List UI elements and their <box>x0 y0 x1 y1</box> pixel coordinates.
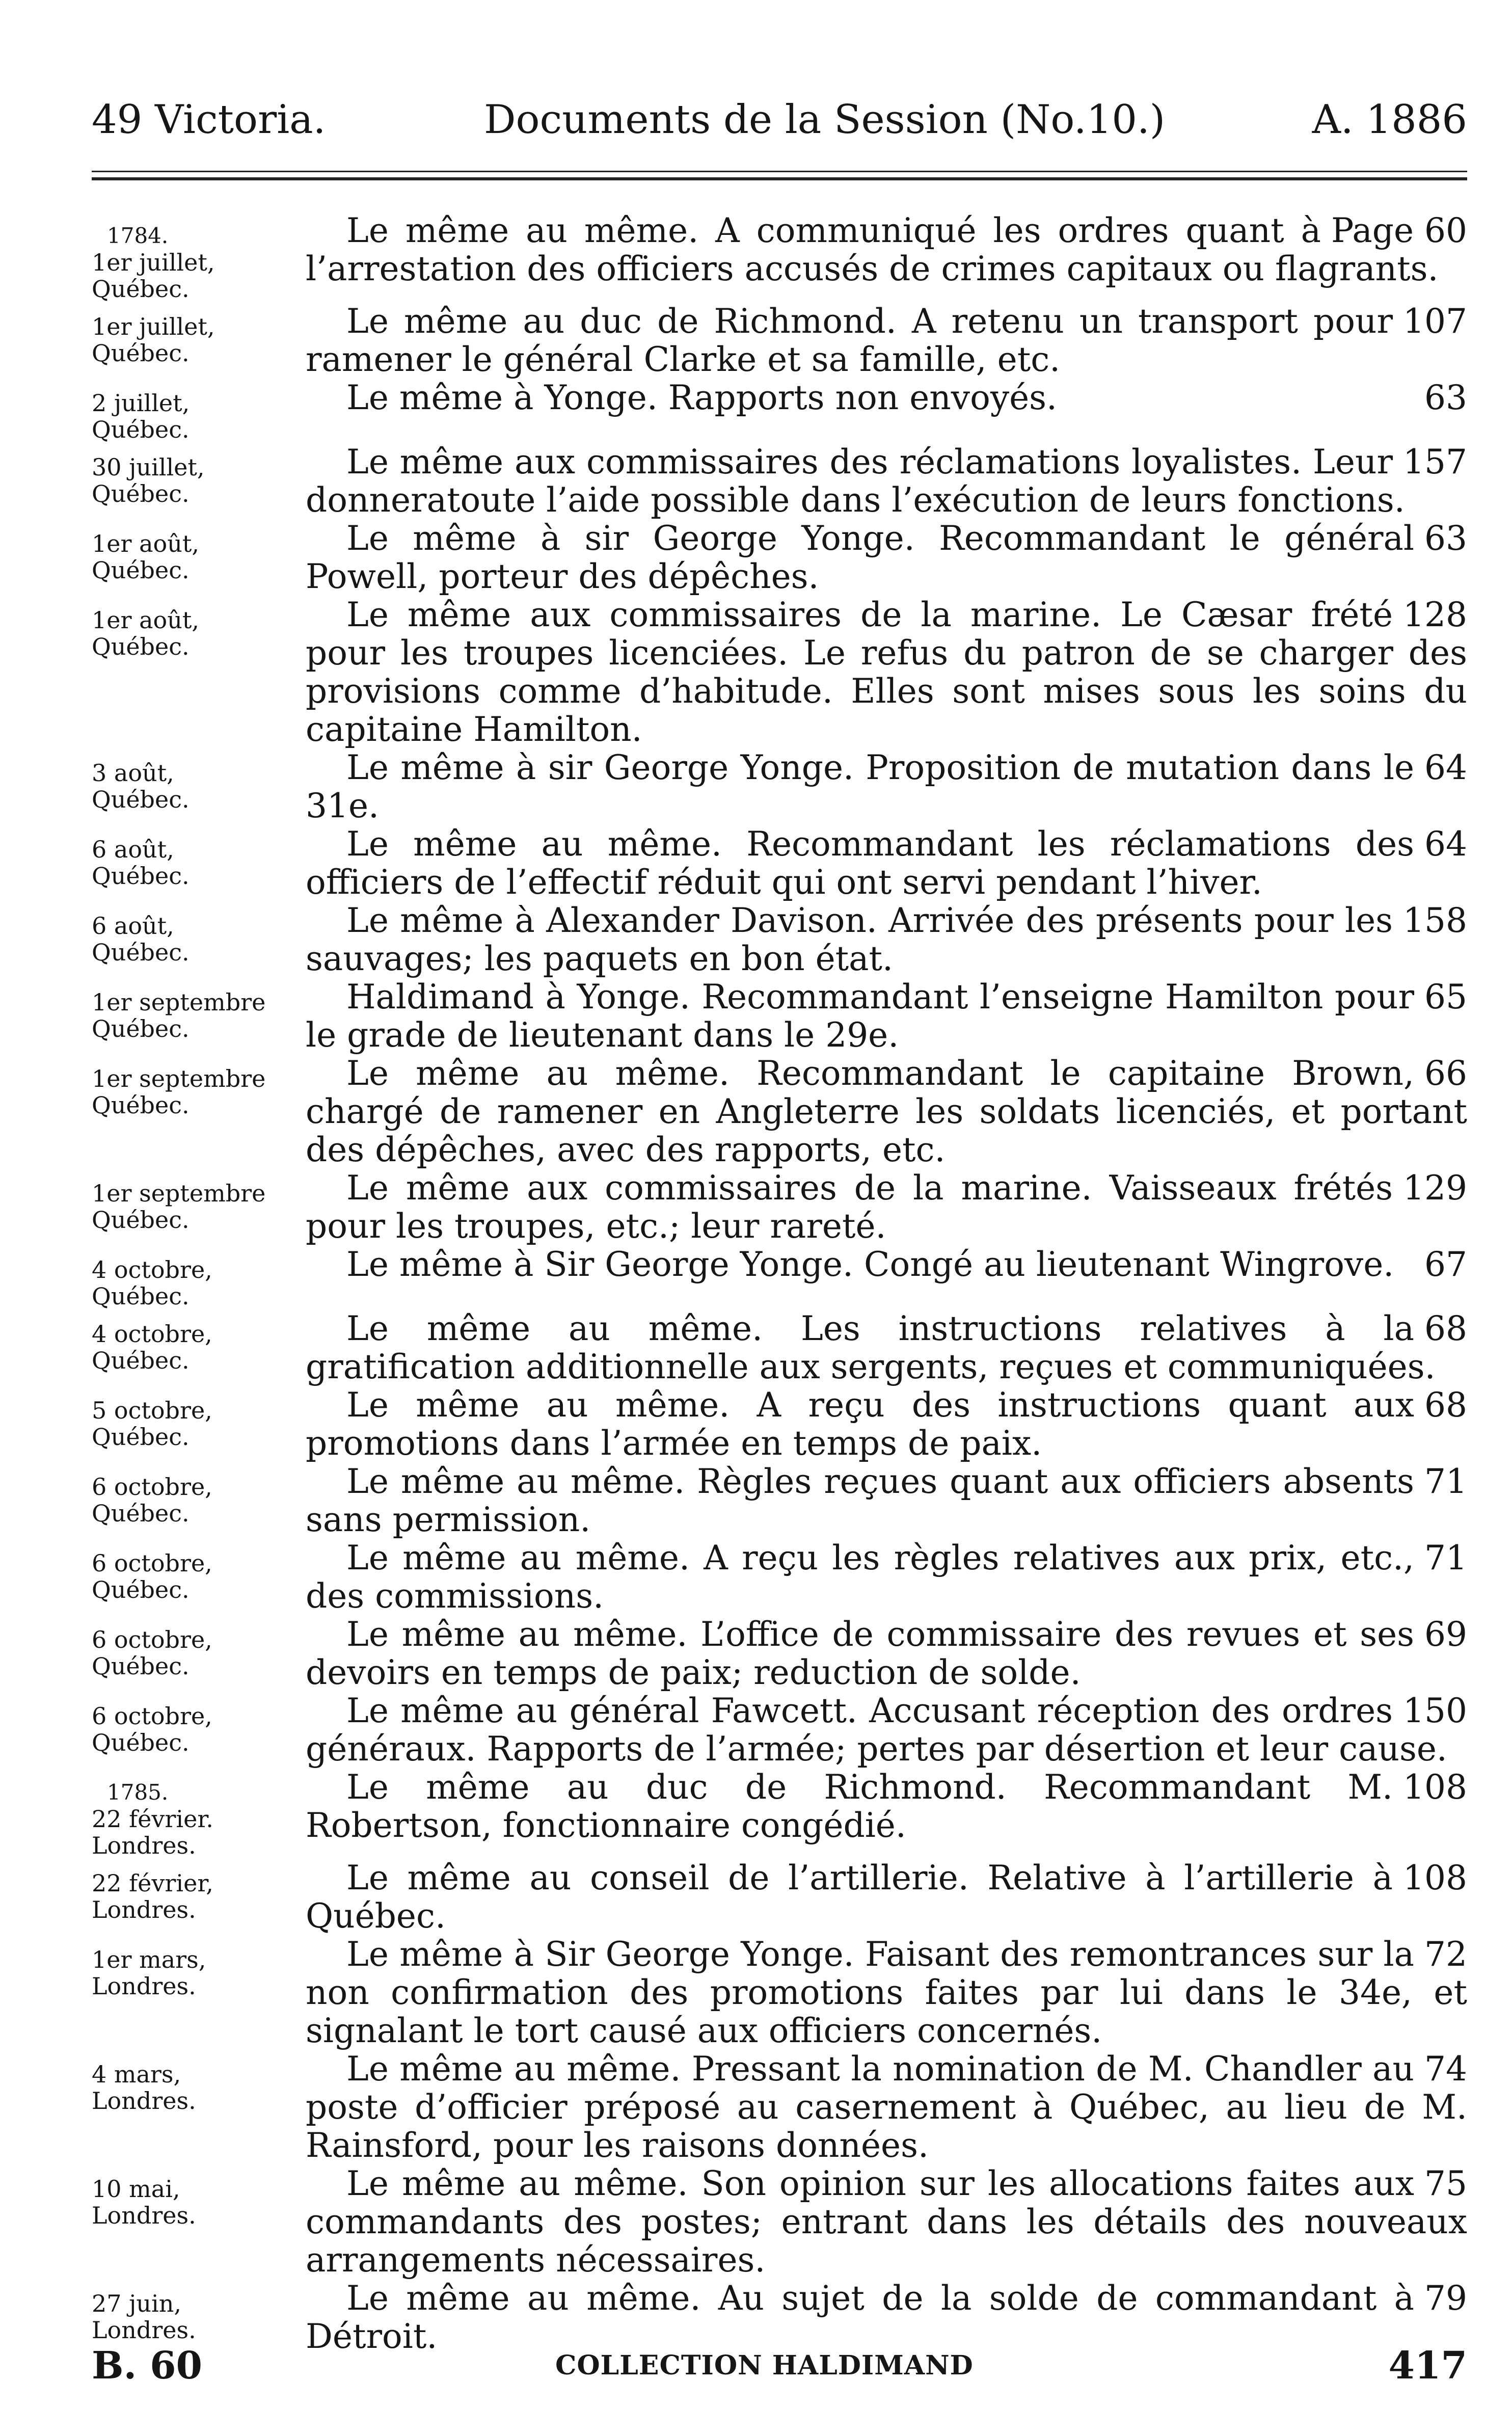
footer-volume-ref: B. 60 <box>92 2344 203 2388</box>
entry-date-line: Québec. <box>92 1729 190 1756</box>
entry-date-line: 5 octobre, <box>92 1397 212 1424</box>
entry-summary: Le même au même. Pressant la nomination de M. Chandler au poste d’officier préposé au casernement à Québec, au lieu de M. Rainsford, pour les raisons données. <box>306 2049 1467 2165</box>
entry-page-ref: 75 <box>1424 2164 1467 2203</box>
entry-date-line: Québec. <box>92 416 190 443</box>
calendar-entry <box>92 748 1467 825</box>
entry-date-line: 2 juillet, <box>92 389 190 417</box>
entry-summary: Haldimand à Yonge. Recommandant l’enseigne Hamilton pour le grade de lieutenant dans le 29e. <box>306 977 1415 1055</box>
entry-summary: Le même au même. Les instructions relatives à la gratification additionnelle aux sergents, reçues et communiquées. <box>306 1309 1436 1386</box>
entry-date-line: Londres. <box>92 1896 196 1923</box>
calendar-entry <box>92 2050 1467 2164</box>
entry-date <box>92 2279 306 2343</box>
entry-page-ref: 71 <box>1424 1538 1467 1577</box>
header-title: Documents de la Session (No.10.) <box>484 97 1166 143</box>
entry-date <box>92 825 306 889</box>
calendar-entry <box>92 1386 1467 1462</box>
entry-date-line: 6 octobre, <box>92 1473 212 1501</box>
entry-page-ref: 71 <box>1424 1462 1467 1501</box>
entry-page-ref: 158 <box>1403 901 1467 940</box>
entry-body <box>306 596 1467 748</box>
calendar-entry <box>92 596 1467 748</box>
entry-date-line: Québec. <box>92 1282 190 1310</box>
entry-date-line: Québec. <box>92 339 190 367</box>
entry-body <box>306 1054 1467 1169</box>
entry-date <box>92 1054 306 1118</box>
entry-summary: Le même au même. Règles reçues quant aux officiers absents sans permission. <box>306 1462 1415 1539</box>
entry-date-line: 1785. <box>107 1780 169 1805</box>
entry-page-ref: 157 <box>1403 442 1467 481</box>
entry-date <box>92 1245 306 1309</box>
entry-body <box>306 519 1467 596</box>
entry-date-line: Londres. <box>92 2202 196 2229</box>
entry-date-line: 4 mars, <box>92 2061 181 2088</box>
entry-date <box>92 1768 306 1859</box>
entry-date-line: Londres. <box>92 2316 196 2344</box>
entry-date <box>92 211 306 302</box>
entry-date <box>92 1386 306 1450</box>
entry-body <box>306 302 1467 379</box>
entry-body <box>306 1692 1467 1768</box>
calendar-entry <box>92 1539 1467 1615</box>
entry-body <box>306 978 1467 1054</box>
entry-page-ref: 79 <box>1424 2279 1467 2318</box>
entry-page-ref: Page 60 <box>1331 211 1467 250</box>
entry-date <box>92 1935 306 1999</box>
entry-summary: Le même à Sir George Yonge. Faisant des remontrances sur la non confirmation des promotions faites par lui dans le 34e, et signalant le tort causé aux officiers concernés. <box>306 1935 1467 2050</box>
footer-collection-name: COLLECTION HALDIMAND <box>555 2350 974 2381</box>
entry-date-line: Québec. <box>92 1347 190 1374</box>
entry-page-ref: 68 <box>1424 1309 1467 1348</box>
entry-date <box>92 748 306 813</box>
entry-summary: Le même au même. A reçu les règles relatives aux prix, etc., des commissions. <box>306 1538 1415 1616</box>
entry-summary: Le même aux commissaires de la marine. Vaisseaux frétés pour les troupes, etc.; leur rareté. <box>306 1168 1393 1246</box>
page-header <box>92 87 1467 158</box>
entry-list <box>92 211 1467 2356</box>
entry-page-ref: 72 <box>1424 1935 1467 1974</box>
entry-summary: Le même au même. A communiqué les ordres quant à l’arrestation des officiers accusés de crimes capitaux ou flagrants. <box>306 211 1439 288</box>
entry-date-line: 6 août, <box>92 912 174 940</box>
entry-date <box>92 379 306 443</box>
entry-summary: Le même à Yonge. Rapports non envoyés. <box>346 378 1058 417</box>
entry-date-line: 4 octobre, <box>92 1320 212 1348</box>
entry-body <box>306 2164 1467 2279</box>
calendar-entry <box>92 211 1467 302</box>
entry-page-ref: 63 <box>1424 519 1467 558</box>
calendar-entry <box>92 978 1467 1054</box>
entry-date-line: 22 février, <box>92 1869 213 1897</box>
entry-body <box>306 379 1467 417</box>
entry-date-line: Québec. <box>92 939 190 966</box>
entry-date-line: Québec. <box>92 862 190 890</box>
entry-summary: Le même aux commissaires des réclamations loyalistes. Leur donneratoute l’aide possible dans l’exécution de leurs fonctions. <box>306 442 1405 520</box>
entry-date-line: 1er mars, <box>92 1946 206 1973</box>
entry-body <box>306 1935 1467 2050</box>
entry-summary: Le même au même. Son opinion sur les allocations faites aux commandants des postes; entrant dans les détails des nouveaux arrangements nécessaires. <box>306 2164 1467 2280</box>
header-session-label: 49 Victoria. <box>92 97 326 143</box>
entry-body <box>306 443 1467 519</box>
entry-date-line: 27 juin, <box>92 2290 182 2317</box>
entry-summary: Le même à sir George Yonge. Recommandant le général Powell, porteur des dépêches. <box>306 519 1415 596</box>
calendar-entry <box>92 1692 1467 1768</box>
calendar-entry <box>92 443 1467 519</box>
entry-date-line: 1er août, <box>92 530 199 557</box>
entry-date-line: Québec. <box>92 786 190 813</box>
entry-date-line: Québec. <box>92 1652 190 1680</box>
entry-summary: Le même au général Fawcett. Accusant réception des ordres généraux. Rapports de l’armée; pertes par désertion et leur cause. <box>306 1691 1447 1769</box>
calendar-entry <box>92 1859 1467 1935</box>
entry-body <box>306 748 1467 825</box>
entry-summary: Le même au même. Recommandant les réclamations des officiers de l’effectif réduit qui ont servi pendant l’hiver. <box>306 824 1415 902</box>
entry-page-ref: 64 <box>1424 824 1467 864</box>
calendar-entry <box>92 1309 1467 1386</box>
entry-date <box>92 1859 306 1923</box>
entry-body <box>306 901 1467 978</box>
entry-body <box>306 825 1467 901</box>
calendar-entry <box>92 302 1467 379</box>
calendar-entry <box>92 1245 1467 1309</box>
entry-date-line: Québec. <box>92 275 190 303</box>
entry-summary: Le même au même. L’office de commissaire des revues et ses devoirs en temps de paix; reduction de solde. <box>306 1615 1415 1692</box>
entry-body <box>306 1245 1467 1283</box>
entry-page-ref: 69 <box>1424 1615 1467 1654</box>
entry-body <box>306 1169 1467 1245</box>
entry-page-ref: 64 <box>1424 748 1467 787</box>
entry-date-line: Londres. <box>92 1972 196 2000</box>
entry-page-ref: 108 <box>1403 1858 1467 1897</box>
entry-body <box>306 2050 1467 2164</box>
entry-date-line: 22 février. <box>92 1805 213 1833</box>
entry-date <box>92 596 306 660</box>
entry-date-line: Québec. <box>92 1091 190 1119</box>
entry-page-ref: 65 <box>1424 977 1467 1016</box>
calendar-entry <box>92 2164 1467 2279</box>
entry-date <box>92 2164 306 2229</box>
entry-summary: Le même à Alexander Davison. Arrivée des présents pour les sauvages; les paquets en bon état. <box>306 901 1393 978</box>
entry-date-line: 10 mai, <box>92 2175 180 2203</box>
entry-date-line: 3 août, <box>92 759 174 787</box>
entry-date-line: 1er septembre <box>92 1065 266 1092</box>
entry-body <box>306 1386 1467 1462</box>
entry-page-ref: 67 <box>1424 1245 1467 1284</box>
entry-date-line: 6 août, <box>92 836 174 863</box>
header-rule-thin <box>92 171 1467 172</box>
entry-summary: Le même au même. Au sujet de la solde de commandant à Détroit. <box>306 2279 1415 2356</box>
calendar-entry <box>92 379 1467 443</box>
header-year: A. 1886 <box>1312 97 1467 143</box>
entry-summary: Le même au duc de Richmond. Recommandant M. Robertson, fonctionnaire congédié. <box>306 1768 1393 1845</box>
page-footer <box>92 2344 1467 2395</box>
entry-body <box>306 1768 1467 1844</box>
entry-summary: Le même au conseil de l’artillerie. Relative à l’artillerie à Québec. <box>306 1858 1393 1936</box>
entry-body <box>306 211 1467 288</box>
entry-date-line: Québec. <box>92 1423 190 1451</box>
entry-date-line: Québec. <box>92 633 190 660</box>
entry-page-ref: 66 <box>1424 1054 1467 1093</box>
footer-page-number: 417 <box>1388 2344 1467 2388</box>
entry-date <box>92 1462 306 1527</box>
entry-date <box>92 901 306 966</box>
entry-page-ref: 74 <box>1424 2049 1467 2089</box>
entry-date-line: Québec. <box>92 1206 190 1234</box>
entry-date-line: Québec. <box>92 1576 190 1603</box>
entry-page-ref: 129 <box>1403 1168 1467 1208</box>
entry-date-line: Québec. <box>92 1015 190 1042</box>
entry-summary: Le même aux commissaires de la marine. Le Cæsar frété pour les troupes licenciées. Le refus du patron de se charger des provisions comme d’habitude. Elles sont mises sous les soins du capitaine Hamilton. <box>306 595 1467 749</box>
calendar-entry <box>92 519 1467 596</box>
entry-date <box>92 1539 306 1603</box>
entry-summary: Le même au même. A reçu des instructions quant aux promotions dans l’armée en temps de paix. <box>306 1385 1415 1463</box>
entry-date <box>92 1169 306 1233</box>
calendar-entry <box>92 1169 1467 1245</box>
entry-date-line: 1784. <box>107 223 169 248</box>
entry-page-ref: 68 <box>1424 1385 1467 1425</box>
entry-date-line: 6 octobre, <box>92 1626 212 1653</box>
entry-date <box>92 519 306 583</box>
calendar-entry <box>92 901 1467 978</box>
calendar-entry <box>92 1054 1467 1169</box>
entry-summary: Le même au même. Recommandant le capitaine Brown, chargé de ramener en Angleterre les soldats licenciés, et portant des dépêches, avec des rapports, etc. <box>306 1054 1467 1169</box>
entry-date-line: 6 octobre, <box>92 1549 212 1577</box>
entry-summary: Le même au duc de Richmond. A retenu un transport pour ramener le général Clarke et sa famille, etc. <box>306 302 1393 379</box>
entry-date-line: Québec. <box>92 480 190 507</box>
entry-date <box>92 978 306 1042</box>
entry-body <box>306 1859 1467 1935</box>
entry-date <box>92 1692 306 1756</box>
entry-date-line: 1er août, <box>92 606 199 634</box>
entry-date-line: Londres. <box>92 1832 196 1859</box>
entry-date-line: 1er septembre <box>92 1180 266 1207</box>
entry-date <box>92 1309 306 1374</box>
entry-page-ref: 128 <box>1403 595 1467 634</box>
calendar-entry <box>92 825 1467 901</box>
entry-date-line: 30 juillet, <box>92 453 205 481</box>
entry-summary: Le même à sir George Yonge. Proposition de mutation dans le 31e. <box>306 748 1415 825</box>
entry-date-line: Québec. <box>92 1500 190 1527</box>
header-rule-thick <box>92 177 1467 180</box>
entry-date-line: 4 octobre, <box>92 1256 212 1283</box>
calendar-entry <box>92 1462 1467 1539</box>
entry-date-line: 1er juillet, <box>92 249 215 276</box>
entry-body <box>306 1539 1467 1615</box>
calendar-entry <box>92 1768 1467 1859</box>
entry-body <box>306 1615 1467 1692</box>
entry-date <box>92 1615 306 1679</box>
entry-body <box>306 1462 1467 1539</box>
entry-page-ref: 150 <box>1403 1691 1467 1730</box>
calendar-entry <box>92 1935 1467 2050</box>
entry-date <box>92 2050 306 2114</box>
entry-date-line: Québec. <box>92 556 190 584</box>
entry-summary: Le même à Sir George Yonge. Congé au lieutenant Wingrove. <box>346 1245 1394 1284</box>
entry-date-line: 1er septembre <box>92 988 266 1016</box>
entry-date-line: 1er juillet, <box>92 313 215 340</box>
entry-date-line: Londres. <box>92 2087 196 2115</box>
entry-date <box>92 302 306 366</box>
entry-date-line: 6 octobre, <box>92 1702 212 1730</box>
calendar-entry <box>92 1615 1467 1692</box>
entry-date <box>92 443 306 507</box>
entry-page-ref: 107 <box>1403 302 1467 341</box>
entry-page-ref: 63 <box>1424 378 1467 417</box>
entry-page-ref: 108 <box>1403 1768 1467 1807</box>
entry-body <box>306 1309 1467 1386</box>
